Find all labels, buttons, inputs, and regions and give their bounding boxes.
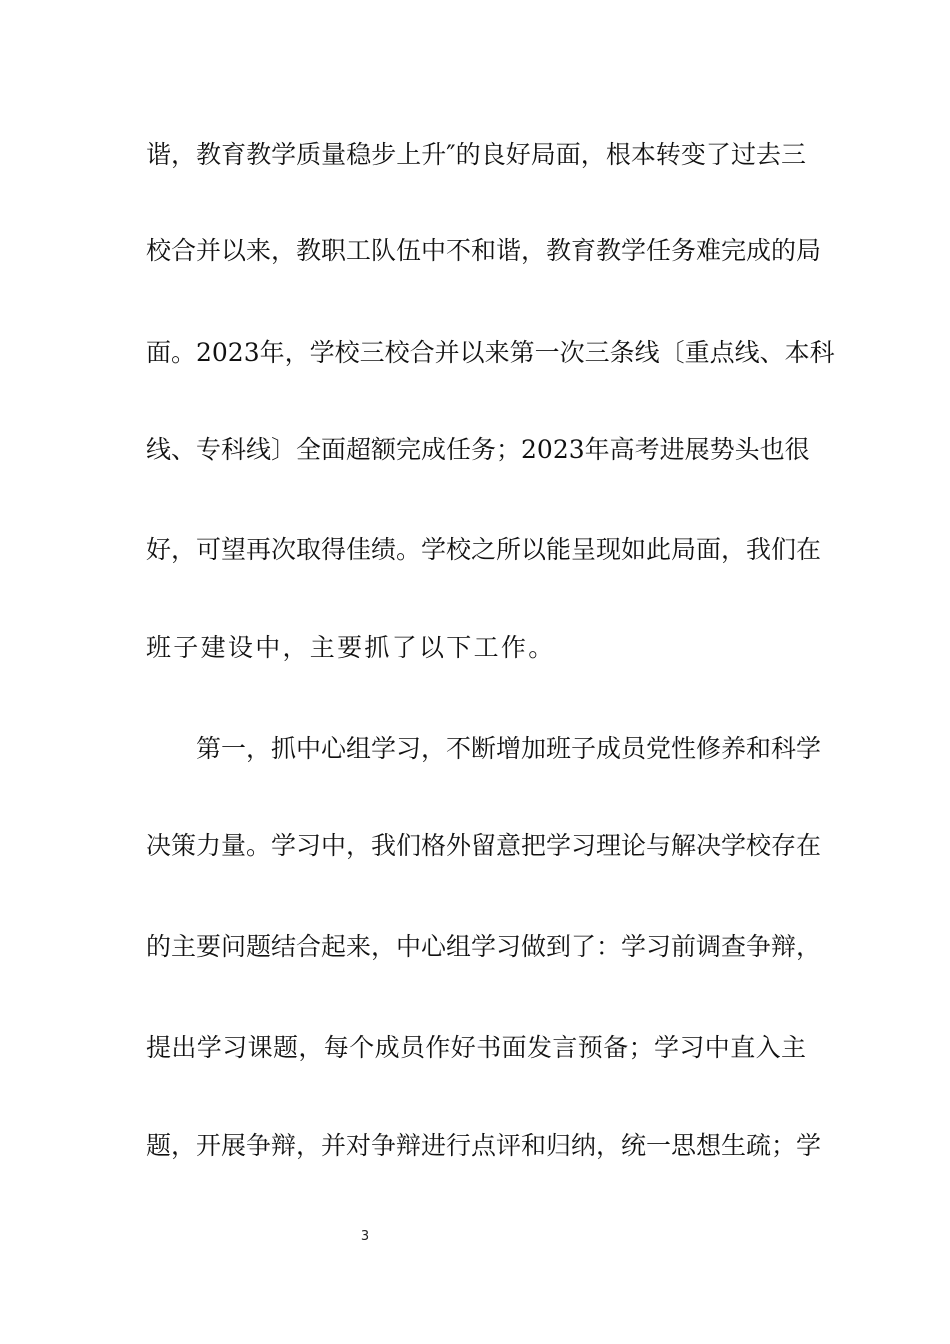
body-text-line: 题，开展争辩，并对争辩进行点评和归纳，统一思想生疏；学 [146,1131,822,1160]
body-text-line: 校合并以来，教职工队伍中不和谐，教育教学任务难完成的局 [146,236,822,265]
body-text-line: 决策力量。学习中，我们格外留意把学习理论与解决学校存在 [146,831,822,860]
body-text-line: 线、专科线〕全面超额完成任务；2023年高考进展势头也很 [146,435,810,464]
body-text-line: 面。2023年，学校三校合并以来第一次三条线〔重点线、本科 [146,338,835,367]
body-text-line: 谐，教育教学质量稳步上升″的良好局面，根本转变了过去三 [146,140,806,169]
body-text-line: 的主要问题结合起来，中心组学习做到了：学习前调查争辩， [146,932,822,961]
body-text-line: 提出学习课题，每个成员作好书面发言预备；学习中直入主 [146,1033,806,1062]
page-number: 3 [360,1229,370,1244]
body-text-line-paragraph-end: 班子建设中，主要抓了以下工作。 [146,633,556,662]
paragraph-first-line: 第一，抓中心组学习，不断增加班子成员党性修养和科学 [196,734,822,763]
body-text-line: 好，可望再次取得佳绩。学校之所以能呈现如此局面，我们在 [146,535,822,564]
